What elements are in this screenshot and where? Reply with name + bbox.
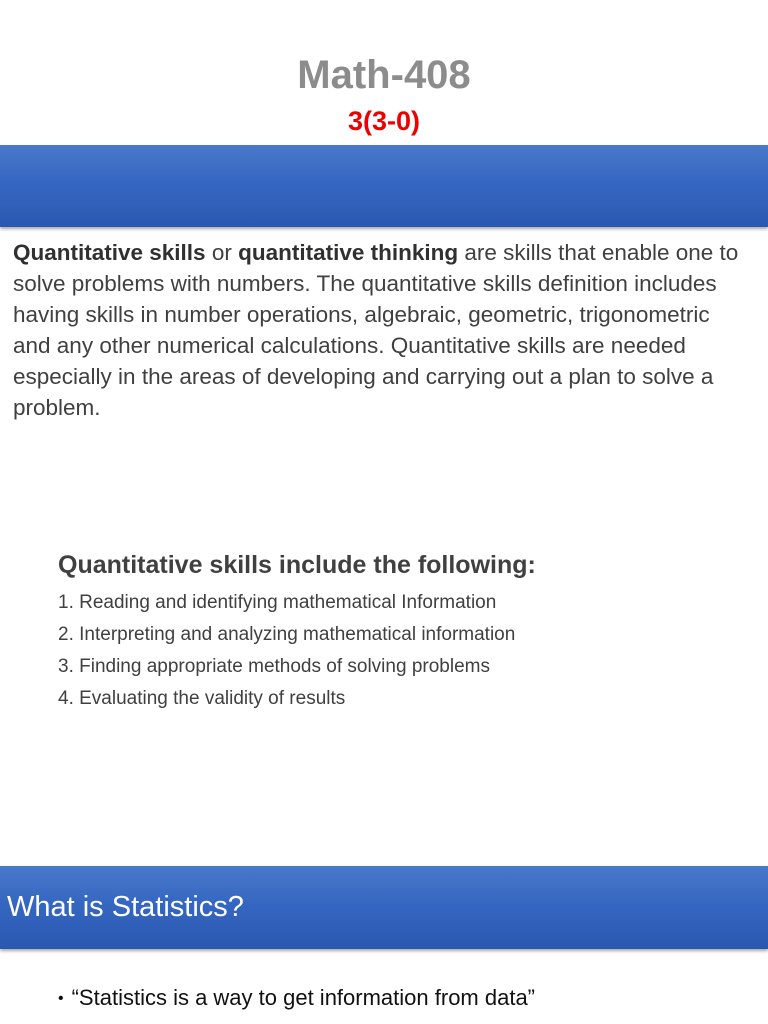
intro-term-quantitative-skills: Quantitative skills bbox=[13, 240, 206, 265]
statistics-heading: What is Statistics? bbox=[7, 891, 244, 923]
header-band bbox=[0, 145, 768, 227]
skills-list-item: 4. Evaluating the validity of results bbox=[58, 688, 346, 709]
statistics-quote bbox=[58, 982, 535, 1017]
intro-paragraph bbox=[13, 237, 753, 423]
course-credits: 3(3-0) bbox=[347, 106, 421, 136]
skills-list-item: 1. Reading and identifying mathematical Information bbox=[58, 592, 497, 613]
page-title: Math-408 bbox=[297, 53, 471, 97]
skills-list-item: 2. Interpreting and analyzing mathematical information bbox=[58, 624, 516, 645]
intro-term-quantitative-thinking: quantitative thinking bbox=[238, 240, 459, 265]
intro-connector: or bbox=[205, 240, 239, 265]
skills-list-item: 3. Finding appropriate methods of solving problems bbox=[58, 656, 490, 677]
statistics-band bbox=[0, 866, 768, 949]
intro-body: are skills that enable one to solve problems with numbers. The quantitative skills definition includes having skills in number operations, algebraic, geometric, trigonometric and any other numerical calculations. Quantitative skills are needed especially in the areas of developing and carrying out a plan to solve a problem. bbox=[13, 240, 739, 420]
skills-heading: Quantitative skills include the following: bbox=[58, 551, 536, 579]
skills-list bbox=[58, 587, 515, 715]
statistics-quote-text: “Statistics is a way to get information from data” bbox=[71, 985, 536, 1010]
bullet-icon: • bbox=[58, 990, 64, 1007]
